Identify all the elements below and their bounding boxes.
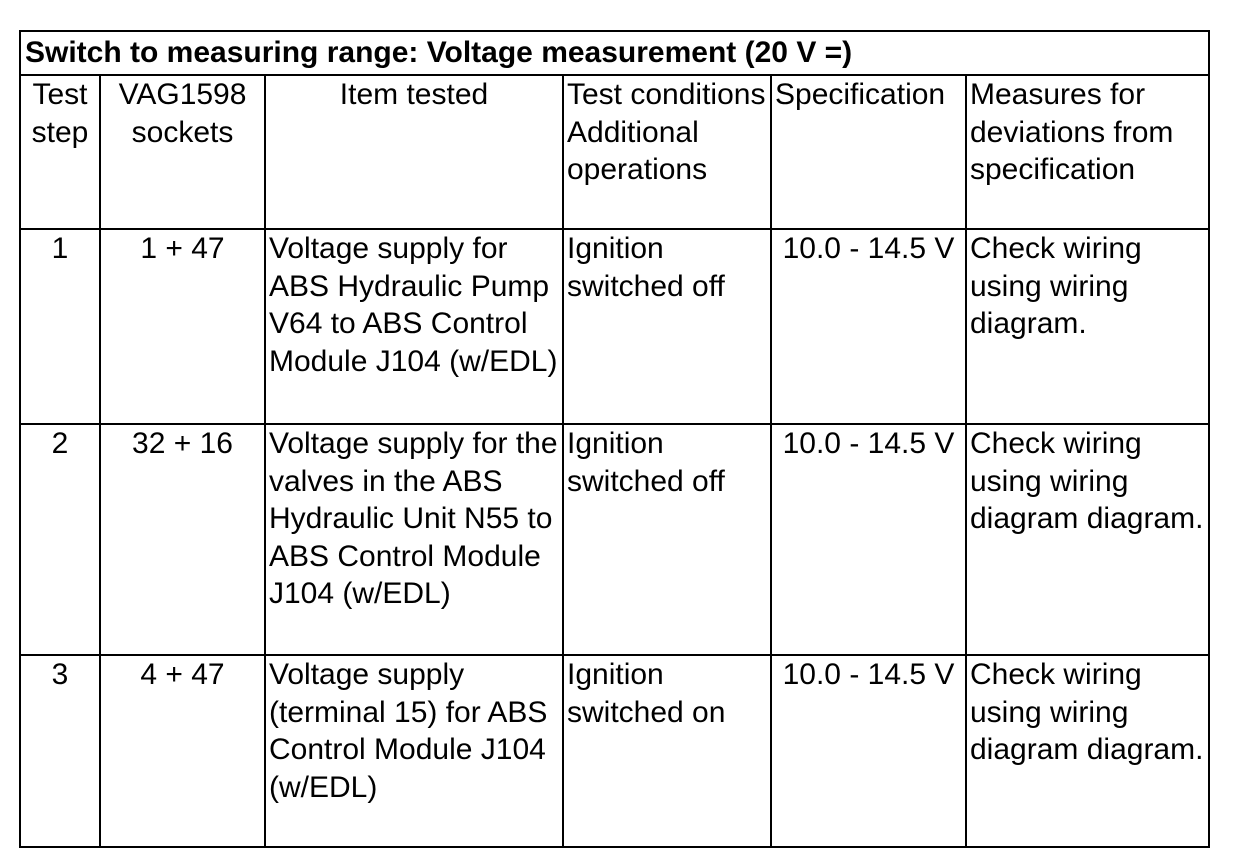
cell-conditions: Ignition switched off <box>563 424 771 655</box>
table-row <box>20 229 1209 424</box>
cell-conditions: Ignition switched off <box>563 229 771 424</box>
table-row <box>20 655 1209 847</box>
cell-specification: 10.0 - 14.5 V <box>771 655 966 847</box>
cell-step: 3 <box>20 655 100 847</box>
cell-item-tested: Voltage supply for ABS Hydraulic Pump V64 to ABS Control Module J104 (w/EDL) <box>265 229 563 424</box>
cell-sockets: 4 + 47 <box>100 655 265 847</box>
cell-measures: Check wiring using wiring diagram diagram. <box>966 655 1209 847</box>
cell-specification: 10.0 - 14.5 V <box>771 229 966 424</box>
cell-conditions: Ignition switched on <box>563 655 771 847</box>
cell-sockets: 1 + 47 <box>100 229 265 424</box>
table-title-row <box>20 31 1209 75</box>
header-sockets: VAG1598 sockets <box>100 75 265 229</box>
cell-specification: 10.0 - 14.5 V <box>771 424 966 655</box>
table-header-row <box>20 75 1209 229</box>
cell-step: 2 <box>20 424 100 655</box>
voltage-measurement-table <box>19 30 1210 848</box>
cell-measures: Check wiring using wiring diagram. <box>966 229 1209 424</box>
cell-step: 1 <box>20 229 100 424</box>
header-measures: Measures for deviations from specification <box>966 75 1209 229</box>
cell-item-tested: Voltage supply for the valves in the ABS Hydraulic Unit N55 to ABS Control Module J104 (w/EDL) <box>265 424 563 655</box>
header-item-tested: Item tested <box>265 75 563 229</box>
table-title: Switch to measuring range: Voltage measurement (20 V =) <box>20 31 1209 75</box>
cell-measures: Check wiring using wiring diagram diagram. <box>966 424 1209 655</box>
cell-item-tested: Voltage supply (terminal 15) for ABS Control Module J104 (w/EDL) <box>265 655 563 847</box>
table-row <box>20 424 1209 655</box>
header-test-step: Test step <box>20 75 100 229</box>
header-specification: Specification <box>771 75 966 229</box>
header-test-conditions: Test conditions Additional operations <box>563 75 771 229</box>
cell-sockets: 32 + 16 <box>100 424 265 655</box>
